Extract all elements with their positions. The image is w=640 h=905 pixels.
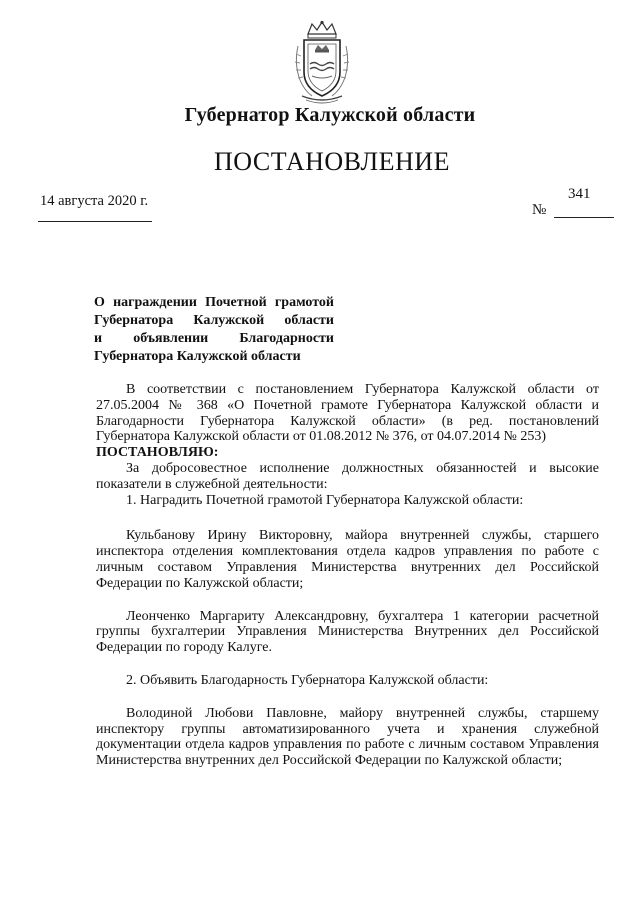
award-recipient-2: Леонченко Маргариту Александровну, бухгалтера 1 категории расчетной группы бухгалтерии Управления Министерства Внутренних дел Российской Федерации по городу Калуге. (96, 608, 599, 656)
award-recipient-1: Кульбанову Ирину Викторовну, майора внутренней службы, старшего инспектора отделения комплектования отдела кадров управления по работе с личным составом Управления Министерства внутренних дел Российской Федерации по Калужской области; (96, 528, 599, 591)
document-type-heading: ПОСТАНОВЛЕНИЕ (214, 147, 450, 176)
item-1-heading: 1. Наградить Почетной грамотой Губернатора Калужской области: (126, 492, 524, 508)
thanks-recipient-1: Володиной Любови Павловне, майору внутренней службы, старшему инспектору группы автоматизированного учета и хранения служебной документации отдела кадров управления по работе с личным составом Управления Министерства внутренних дел Российской Федерации по Калужской области; (96, 705, 599, 769)
governor-title: Губернатор Калужской области (184, 104, 476, 126)
subject-line: Губернатора Калужской области (94, 349, 301, 364)
number-underline (554, 217, 614, 218)
resolve-heading: ПОСТАНОВЛЯЮ: (96, 445, 219, 461)
document-date: 14 августа 2020 г. (40, 193, 149, 209)
date-underline (38, 221, 152, 222)
document-subject (94, 294, 334, 366)
document-body (96, 382, 599, 769)
preamble-paragraph: В соответствии с постановлением Губернатора Калужской области от 27.05.2004 № 368 «О Почетной грамоте Губернатора Калужской области и Благодарности Губернатора Калужской области» (в ред. постановлений Губернатора Калужской области от 01.08.2012 № 376, от 04.07.2014 № 253) (96, 382, 599, 445)
subject-line: Губернатора Калужской области (94, 313, 334, 328)
subject-line: и объявлении Благодарности (94, 331, 334, 346)
item-2-heading: 2. Объявить Благодарность Губернатора Калужской области: (126, 672, 489, 688)
reason-paragraph: За добросовестное исполнение должностных обязанностей и высокие показатели в служебной деятельности: (96, 460, 599, 492)
number-sign: № (532, 202, 547, 218)
kaluga-region-coat-of-arms-icon (290, 20, 354, 104)
subject-line: О награждении Почетной грамотой (94, 295, 334, 310)
document-number: 341 (568, 186, 591, 202)
